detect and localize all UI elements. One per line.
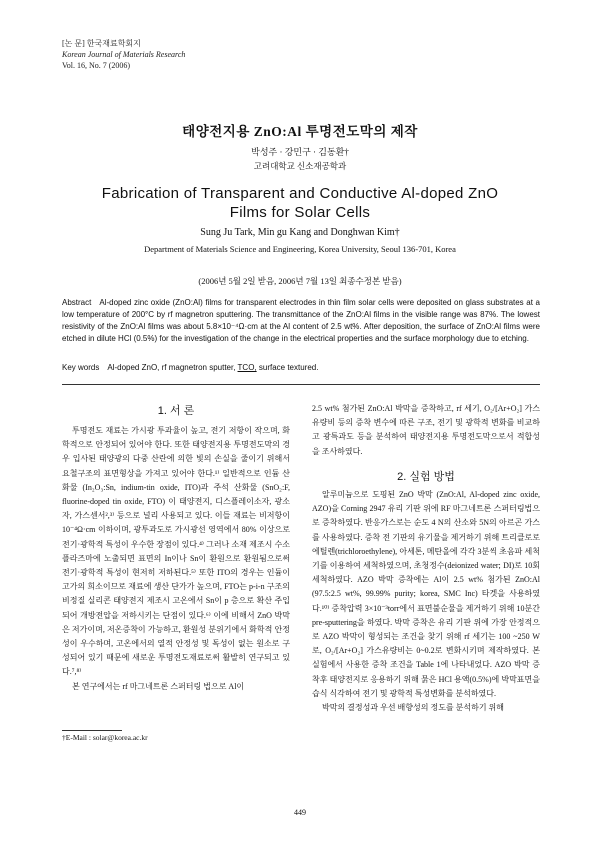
divider <box>62 384 540 385</box>
paragraph: 2.5 wt% 첨가된 ZnO:Al 박막을 증착하고, rf 세기, O₂/[Ar+O₂] 가스유량비 등의 증착 변수에 따른 구조, 전기 및 광학적 변화를 비교하고 광특과도 등을 분석하여 태양전지용 투명전도막으로서 적합성을 조사하였다. <box>312 404 540 456</box>
korean-affiliation: 고려대학교 신소재공학과 <box>253 161 347 171</box>
abstract-label: Abstract <box>62 298 92 307</box>
keyword: Al-doped ZnO, <box>107 363 160 372</box>
right-column-top <box>312 402 540 459</box>
keywords <box>62 362 540 374</box>
english-title-line1: Fabrication of Transparent and Conductive Al-doped ZnO <box>101 185 499 202</box>
abstract-text: Al-doped zinc oxide (ZnO:Al) films for transparent electrodes in thin film solar cells were deposited on glass substrates at a low temperature of 200°C by rf magnetron sputtering. The transmittance of the ZnO:Al films in the visible range was 87%. The lowest resistivity of the ZnO:Al films was about 5.8×10⁻⁴Ω·cm at the Al content of 2.5 wt%. After deposition, the surface of ZnO:Al films were etched in dilute HCl (0.5%) for the investigation of the change in the electrical properties and the surface morphology due to etching. <box>62 298 540 343</box>
korean-authors: 박성주 · 강민구 · 김동환† <box>251 147 349 157</box>
footnote-divider <box>62 730 122 731</box>
paragraph: 박막의 결정성과 우선 배향성의 정도를 분석하기 위해 <box>322 703 505 713</box>
section-2-title: 2. 실험 방법 <box>397 471 455 483</box>
abstract <box>62 297 540 345</box>
page-number: 449 <box>294 808 306 817</box>
right-column <box>312 488 540 715</box>
paragraph: 투명전도 재료는 가시광 투과율이 높고, 전기 저항이 작으며, 화학적으로 안정되어 있어야 한다. 또한 태양전지용 투명전도막의 경우 입사된 태양광의 다중 산란에 의한 빛의 손실을 줄이기 위해서 요철구조의 표면형상을 가져고 있어야 한다.¹⁾ 일반적으로 인듐 산화물 (In₂O₃:Sn, indium-tin oxide, ITO)과 주석 산화물 (SnO₂:F, fluorine-doped tin oxide, FTO) 이 태양전지, 디스플레이소자, 광소자, 가스센서²,³⁾ 등으로 널리 사용되고 있다. 이들 재료는 비저항이 10⁻⁴Ω·cm 이하이며, 광투과도로 가시광선 영역에서 80% 이상으로 전기·광학적 특성이 우수한 장점이 있다.⁴⁾ 그러나 소재 제조시 수소 플라즈마에 노출되면 표면의 In이나 Sn이 환원으로 환원됨으로써 전기·광학적 특성이 현저히 저하된다.⁵⁾ 또한 ITO의 경우는 인듐이 고가의 희소이므로 재료에 생산 단가가 높으며, FTO는 p-i-n 구조의 비정질 실리콘 태양전지 제조시 고온에서 Sn이 p 층으로 확산 주입되어 개방전압을 저하시키는 단점이 있다.⁶⁾ 이에 비해서 ZnO 박막은 저가이며, 저온증착이 가능하고, 환원성 분위기에서 화학적 안정성이 우수하며, 고온에서의 열적 안정성 및 독성이 없는 원소로 구성되어 있기 때문에 새로운 투명전도재료로써 활발히 연구되고 있다.⁷,⁸⁾ <box>62 426 290 677</box>
english-title <box>0 184 600 222</box>
english-authors: Sung Ju Tark, Min gu Kang and Donghwan Kim† <box>200 227 400 238</box>
received-dates: (2006년 5월 2일 받음, 2006년 7월 13일 최종수정본 받음) <box>198 276 402 286</box>
journal-korean-name: [논 문] 한국재료학회지 <box>62 39 141 48</box>
paragraph: 본 연구에서는 rf 마그네트론 스퍼터링 법으로 Al이 <box>72 681 245 691</box>
journal-english-name: Korean Journal of Materials Research <box>62 50 186 59</box>
keyword: surface textured. <box>258 363 319 372</box>
keyword: TCO, <box>237 363 257 372</box>
left-column <box>62 424 290 694</box>
keywords-label: Key words <box>62 363 100 372</box>
footnote-email: †E-Mail : solar@korea.ac.kr <box>62 733 148 742</box>
english-title-line2: Films for Solar Cells <box>229 204 371 221</box>
journal-volume: Vol. 16, No. 7 (2006) <box>62 61 131 70</box>
english-affiliation: Department of Materials Science and Engineering, Korea University, Seoul 136-701, Korea <box>144 244 456 254</box>
korean-title: 태양전지용 ZnO:Al 투명전도막의 제작 <box>182 124 418 139</box>
paragraph: 알루미늄으로 도핑된 ZnO 박막 (ZnO:Al, Al-doped zinc oxide, AZO)을 Corning 2947 유리 기판 위에 RF 마그네트론 스퍼터링법으로 증착하였다. 반응가스로는 순도 4 N의 산소와 5N의 아르곤 가스를 사용하였다. 증착 전 기판의 유기물을 제거하기 위해 트리클로로에틸렌(trichloroethylene), 아세톤, 메탄올에 각각 3분씩 초음파 세척기를 이용하여 세척하였으며, 초청정수(deionized water; DI)로 10회 세척하였다. AZO 박막 증착에는 Al이 2.5 wt% 첨가된 ZnO:Al (97.5:2.5 wt%, 99.99% purity; korea, SMC Inc) 타겟을 사용하였다.¹⁰⁾ 증착압력 3×10⁻³torr에서 표면불순물을 제거하기 위해 10분간 pre-sputtering을 하였다. 박막 증착은 유리 기판 위에 가장 안정적으로 AZO 박막이 형성되는 조건을 찾기 위해 rf 세기는 100 ~250 W로, O₂/[Ar+O₂] 가스유량비는 0~0.2로 변화시키며 제작하였다. 본 실험에서 사용한 증착 조건을 Table 1에 나타내었다. AZO 박막 증착후 태양전지로 응용하기 위해 묽은 HCl 용액(0.5%)에 박막표면을 습식 식각하여 전기 및 광학적 특성변화를 분석하였다. <box>312 490 540 698</box>
journal-header <box>62 38 185 71</box>
keyword: rf magnetron sputter, <box>161 363 236 372</box>
section-1-title: 1. 서 론 <box>157 405 195 417</box>
